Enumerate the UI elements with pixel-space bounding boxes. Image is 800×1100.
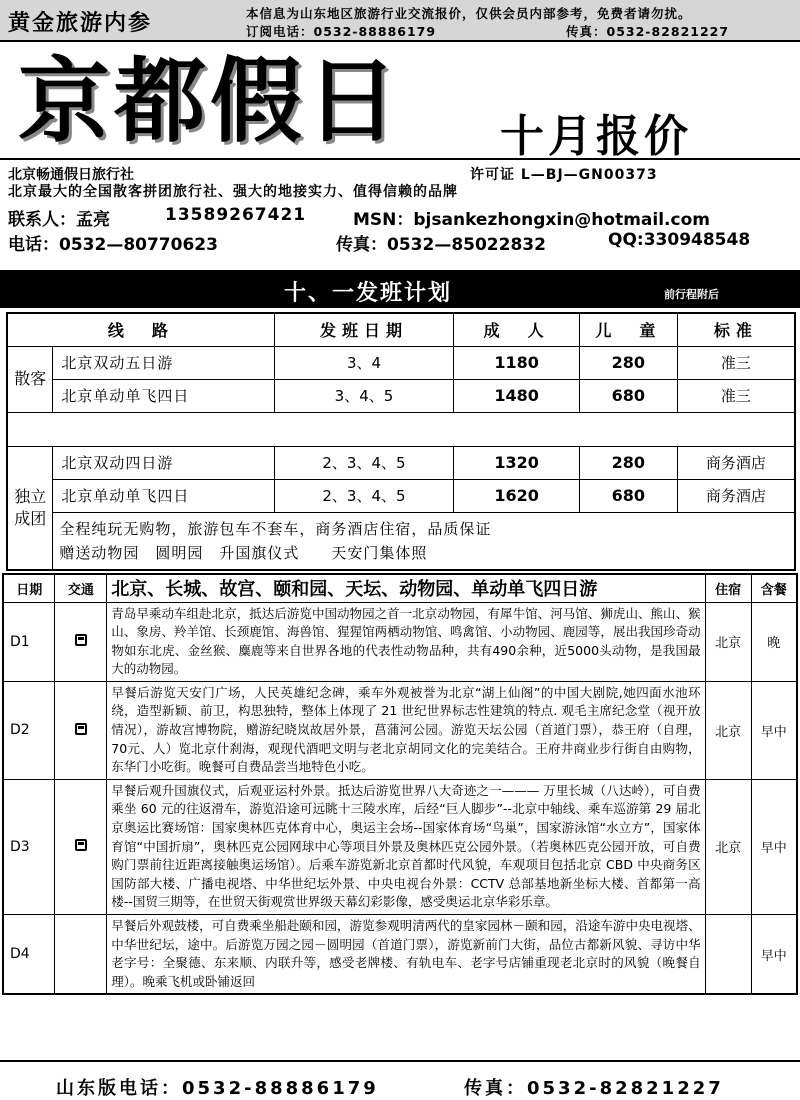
table-row <box>3 602 797 681</box>
hotel-standard: 准三 <box>677 379 795 412</box>
meals-included: 早中 <box>751 915 797 995</box>
meals-included: 早中 <box>751 779 797 914</box>
table-row <box>3 681 797 779</box>
day-label: D3 <box>3 779 55 914</box>
bus-icon <box>75 839 87 851</box>
depart-dates: 2、3、4、5 <box>274 446 453 479</box>
itinerary-table <box>2 573 798 995</box>
schedule-header-row <box>7 313 795 346</box>
member-notice: 本信息为山东地区旅游行业交流报价，仅供会员内部参考，免费者请勿扰。 <box>246 6 692 21</box>
day-label: D4 <box>3 915 55 995</box>
child-price: 280 <box>579 446 677 479</box>
day-label: D1 <box>3 602 55 681</box>
col-stay: 住宿 <box>705 574 751 602</box>
order-phone: 订阅电话：0532-88886179 <box>246 24 437 39</box>
hotel-standard: 准三 <box>677 346 795 379</box>
table-row <box>7 346 795 379</box>
top-banner <box>0 0 800 42</box>
itinerary-header-row <box>3 574 797 602</box>
child-price: 680 <box>579 479 677 512</box>
schedule-table <box>6 312 796 571</box>
meals-included: 晚 <box>751 602 797 681</box>
spacer-row <box>7 412 795 446</box>
table-row <box>7 479 795 512</box>
bus-icon <box>75 723 87 735</box>
footer <box>0 1060 800 1100</box>
category-label: 散客 <box>7 346 53 412</box>
adult-price: 1320 <box>454 446 580 479</box>
child-price: 280 <box>579 346 677 379</box>
day-description: 青岛早乘动车组赴北京，抵达后游览中国动物园之首一北京动物园，有犀牛馆、河马馆、狮虎山、熊山、猴山、象房、羚羊馆、长颈鹿馆、海兽馆、猩猩馆两栖动物馆、鸣禽馆、小动物园、鹿园等，展出我国珍奇动物如东北虎、金丝猴、麋鹿等来自世界各地的代表性动物品种，共有490余种，近5000头动物，是我国最大的动物园。 <box>107 602 705 681</box>
col-route: 线 路 <box>7 313 274 346</box>
adult-price: 1480 <box>454 379 580 412</box>
depart-dates: 3、4 <box>274 346 453 379</box>
col-meal: 含餐 <box>751 574 797 602</box>
category-label: 独立成团 <box>7 446 53 570</box>
day-description: 早餐后观升国旗仪式，后观亚运村外景。抵达后游览世界八大奇迹之一——— 万里长城（八达岭），可自费乘坐 60 元的往返滑车，游览沿途可远眺十三陵水库，后经“巨人脚步”--北京中轴线、乘车巡游第 29 届北京奥运比赛场馆：国家奥林匹克体育中心，奥运主会场--国家体育场“鸟巢”，国家游泳馆“水立方”，国家体育馆“中国折扇”，奥林匹克公园网球中心等项目外景及奥林匹克公园外景。（若奥林匹克公园开放，可自费购门票前往近距离接触奥运场馆）。后乘车游览新北京首都时代风貌，车观项目包括北京 CBD 中央商务区国防部大楼、广播电视塔、中华世纪坛外景、中央电视台外景：CCTV 总部基地新坐标大楼、首都第一高楼--国贸三期等，在世贸天街观赏世界级天幕幻彩影像，感受奥运北京华彩乐章。 <box>107 779 705 914</box>
main-title: 京都假日 <box>18 47 403 155</box>
schedule-notes <box>53 512 795 570</box>
col-standard: 标准 <box>677 313 795 346</box>
table-row <box>7 379 795 412</box>
col-dates: 发班日期 <box>274 313 453 346</box>
itinerary-title: 北京、长城、故宫、颐和园、天坛、动物园、单动单飞四日游 <box>107 574 705 602</box>
hotel-standard: 商务酒店 <box>677 479 795 512</box>
hotel-standard: 商务酒店 <box>677 446 795 479</box>
contact-msn: MSN：bjsankezhongxin@hotmail.com <box>353 210 710 230</box>
day-label: D2 <box>3 681 55 779</box>
note-line: 赠送动物园 圆明园 升国旗仪式 天安门集体照 <box>59 543 428 562</box>
col-transport: 交通 <box>55 574 107 602</box>
contact-tel: 电话：0532—80770623 <box>8 235 218 255</box>
route-name: 北京双动四日游 <box>53 446 274 479</box>
note-row <box>7 512 795 570</box>
contact-fax: 传真：0532—85022832 <box>336 235 546 255</box>
agency-slogan: 北京最大的全国散客拼团旅行社、强大的地接实力、值得信赖的品牌 <box>8 184 458 200</box>
contact-qq: QQ:330948548 <box>608 230 751 250</box>
footer-fax: 传真：0532-82821227 <box>464 1078 724 1099</box>
route-name: 北京单动单飞四日 <box>53 379 274 412</box>
table-row <box>3 915 797 995</box>
stay-city: 北京 <box>705 681 751 779</box>
license-number: 许可证 L—BJ—GN00373 <box>470 167 658 183</box>
header-fax: 传真：0532-82821227 <box>566 24 730 39</box>
brand-name: 黄金旅游内参 <box>8 11 153 36</box>
col-day: 日期 <box>3 574 55 602</box>
route-name: 北京单动单飞四日 <box>53 479 274 512</box>
section-note: 前行程附后 <box>664 288 719 301</box>
depart-dates: 2、3、4、5 <box>274 479 453 512</box>
adult-price: 1620 <box>454 479 580 512</box>
section-header <box>0 270 800 308</box>
stay-city: 北京 <box>705 779 751 914</box>
agency-name: 北京畅通假日旅行社 <box>8 167 134 183</box>
child-price: 680 <box>579 379 677 412</box>
contact-person: 联系人：孟亮 <box>8 210 110 230</box>
section-title: 十、一发班计划 <box>284 281 453 306</box>
stay-city: 北京 <box>705 602 751 681</box>
stay-city <box>705 915 751 995</box>
adult-price: 1180 <box>454 346 580 379</box>
contact-mobile: 13589267421 <box>165 205 307 225</box>
table-row <box>7 446 795 479</box>
month-title: 十月报价 <box>500 111 692 162</box>
depart-dates: 3、4、5 <box>274 379 453 412</box>
day-description: 早餐后游览天安门广场，人民英雄纪念碑，乘车外观被誉为北京“湖上仙阁”的中国大剧院,她四面水池环绕，造型新颖、前卫，构思独特，整体上体现了 21 世纪世界标志性建筑的特点. 观毛主席纪念堂（视开放情况），游故宫博物院，赠游纪晓岚故居外景，菖蒲河公园。游览天坛公园（首道门票），恭王府（自理，70元、人）览北京什刹海，观现代酒吧文明与老北京胡同文化的完美结合。王府井商业步行街自由购物，东华门小吃街。晚餐可自费品尝当地特色小吃。 <box>107 681 705 779</box>
note-line: 全程纯玩无购物，旅游包车不套车，商务酒店住宿，品质保证 <box>59 519 492 538</box>
footer-phone: 山东版电话：0532-88886179 <box>56 1078 379 1099</box>
bus-icon <box>75 634 87 646</box>
col-adult: 成 人 <box>454 313 580 346</box>
day-description: 早餐后外观鼓楼，可自费乘坐船赴颐和园，游览参观明清两代的皇家园林－颐和园，沿途车游中央电视塔、中华世纪坛，途中。后游览万园之园－圆明园（首道门票），游览新前门大街，品位古都新风貌、寻访中华老字号：全聚德、东来顺、内联升等，感受老牌楼、有轨电车、老字号店铺重现老北京时的风貌（晚餐自理）。晚乘飞机或卧铺返回 <box>107 915 705 995</box>
col-child: 儿 童 <box>579 313 677 346</box>
table-row <box>3 779 797 914</box>
route-name: 北京双动五日游 <box>53 346 274 379</box>
meals-included: 早中 <box>751 681 797 779</box>
divider <box>0 158 800 160</box>
